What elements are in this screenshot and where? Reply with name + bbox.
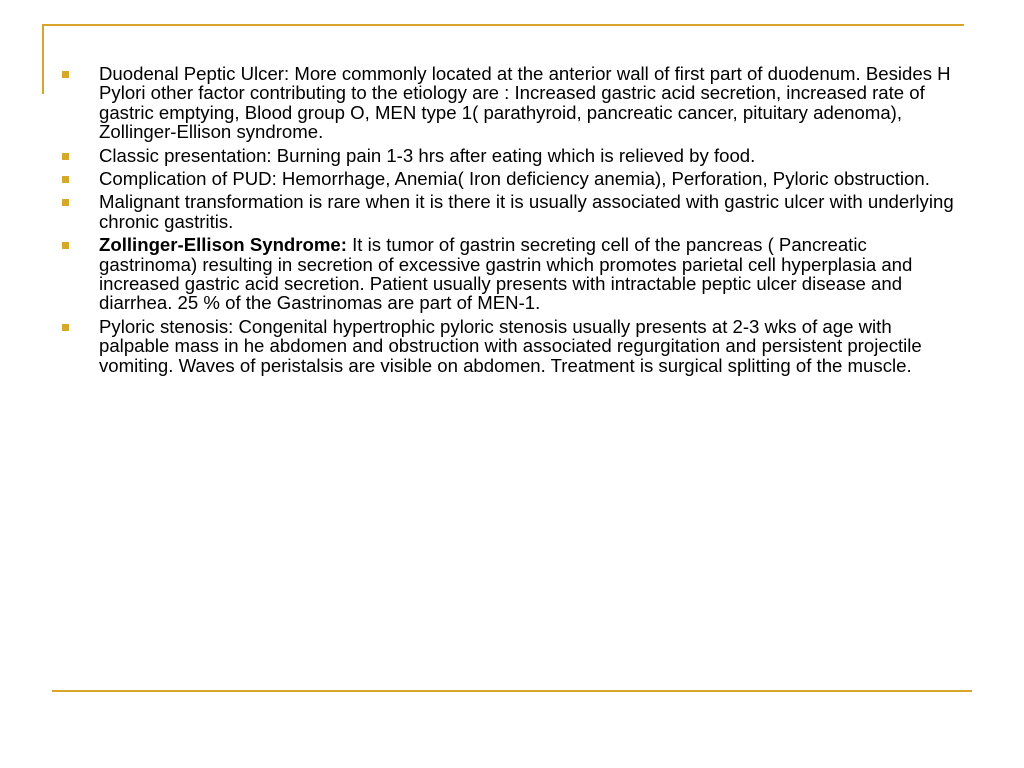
bullet-lead-term: Zollinger-Ellison Syndrome:	[99, 234, 347, 256]
slide-body	[62, 64, 967, 379]
bullet-list	[62, 64, 967, 375]
bullet-text: Classic presentation: Burning pain 1-3 hrs after eating which is relieved by food.	[99, 144, 756, 166]
square-bullet-icon	[62, 199, 69, 206]
bullet-item-duodenal-ulcer	[62, 64, 967, 142]
bullet-item-malignant-transformation	[62, 192, 967, 231]
bullet-text: It is tumor of gastrin secreting cell of the pancreas ( Pancreatic gastrinoma) resulting in secretion of excessive gastrin which promotes parietal cell hyperplasia and increased gastric acid secretion. Patient usually presents with intractable peptic ulcer disease and diarrhea. 25 % of the Gastrinomas are part of MEN-1.	[99, 234, 913, 314]
bullet-item-complications	[62, 169, 967, 188]
bullet-item-zollinger-ellison	[62, 235, 967, 313]
top-rule	[42, 24, 964, 26]
square-bullet-icon	[62, 176, 69, 183]
square-bullet-icon	[62, 153, 69, 160]
bullet-text: Pyloric stenosis: Congenital hypertrophic pyloric stenosis usually presents at 2-3 wks of age with palpable mass in he abdomen and obstruction with associated regurgitation and persistent projectile vomiting. Waves of peristalsis are visible on abdomen. Treatment is surgical splitting of the muscle.	[99, 315, 922, 376]
square-bullet-icon	[62, 242, 69, 249]
bullet-text: Malignant transformation is rare when it is there it is usually associated with gastric ulcer with underlying chronic gastritis.	[99, 191, 954, 232]
left-rule	[42, 24, 44, 94]
bullet-item-classic-presentation	[62, 146, 967, 165]
square-bullet-icon	[62, 71, 69, 78]
square-bullet-icon	[62, 324, 69, 331]
bullet-text: Duodenal Peptic Ulcer: More commonly located at the anterior wall of first part of duodenum. Besides H Pylori other factor contributing to the etiology are : Increased gastric acid secretion, increased rate of gastric emptying, Blood group O, MEN type 1( parathyroid, pancreatic cancer, pituitary adenoma), Zollinger-Ellison syndrome.	[99, 63, 951, 143]
bullet-item-pyloric-stenosis	[62, 317, 967, 375]
bullet-text: Complication of PUD: Hemorrhage, Anemia( Iron deficiency anemia), Perforation, Pyloric obstruction.	[99, 168, 930, 190]
bottom-rule	[52, 690, 972, 692]
